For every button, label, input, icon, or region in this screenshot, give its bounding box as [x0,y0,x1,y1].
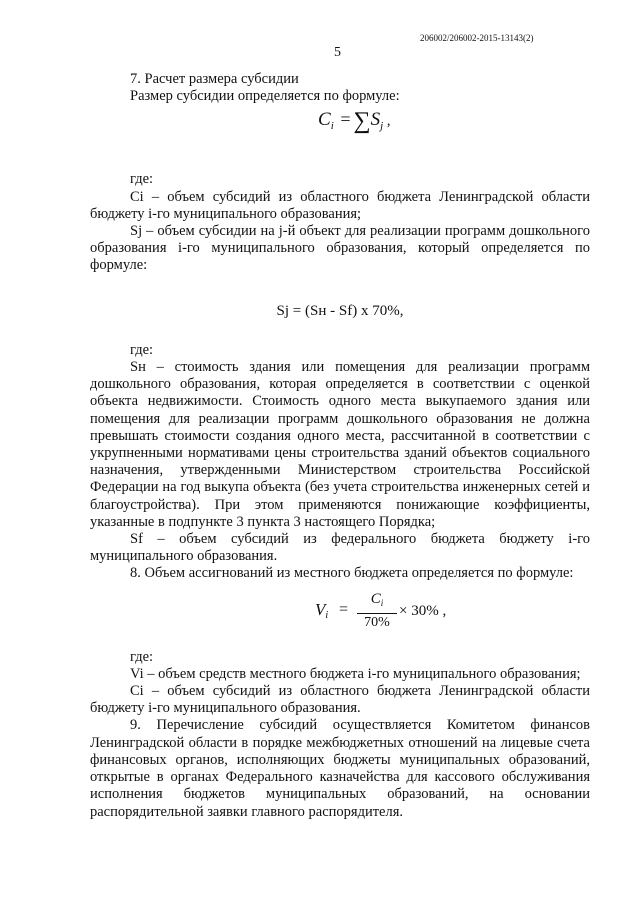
where-label: где: [130,171,154,188]
formula1-lhs: C [318,109,331,131]
formula3-lhs: Vi [315,599,329,621]
fraction-numerator: $C_i$ [357,591,397,614]
section-8-intro: 8. Объем ассигнований из местного бюджета определяется по формуле: [130,565,574,582]
ci-definition: Ci – объем субсидий из областного бюджета Ленинградской области бюджету i-го муниципального образования; [90,188,590,222]
formula-subsidy-sum [318,108,590,151]
formula-sj: Sj = (Sн - Sf) x 70%, [276,302,404,319]
document-id: 206002/206002-2015-13143(2) [420,33,534,43]
section-7-intro: Размер субсидии определяется по формуле: [130,88,400,105]
sn-definition: Sн – стоимость здания или помещения для реализации программ дошкольного образования, которая определяется в соответствии с оценкой объекта недвижимости. Стоимость одного места выкупаемого здания или помещения для реализации программ дошкольного образования не должна превышать стоимости создания одного места, рассчитанной в соответствии с укрупненными нормативами цены строительства зданий объектов социального назначения, утвержденными Министерством строительства Российской Федерации на год выкупа объекта (без учета строительства инженерных сетей и благоустройства). При этом применяются понижающие коэффициенты, указанные в подпункте 3 пункта 3 настоящего Порядка; [90,359,590,530]
where-label: где: [130,341,154,358]
fraction [357,591,397,631]
formula3-tail: × 30% , [399,602,447,619]
formula1-rhs-sub: j [380,120,384,133]
sf-definition: Sf – объем субсидий из федерального бюджета бюджету i-го муниципального образования. [90,531,590,565]
section-9-text: 9. Перечисление субсидий осуществляется Комитетом финансов Ленинградской области в порядке межбюджетных отношений на лицевые счета финансовых органов, исполняющих бюджеты муниципальных образований, открытые в органах Федерального казначейства для кассового обслуживания исполнения бюджетов муниципальных образований, на основании распорядительной заявки главного распорядителя. [90,717,590,820]
sj-definition: Sj – объем субсидии на j-й объект для реализации программ дошкольного образования i-го муниципального образования, который определяется по формуле: [90,223,590,274]
fraction-denominator: 70% [364,614,390,630]
sum-symbol: ∑ [353,108,371,135]
page-number: 5 [334,45,341,60]
where-label: где: [130,648,154,665]
formula1-tail: , [383,113,391,130]
formula1-lhs-sub: i [330,120,334,133]
formula1-eq: = [340,109,351,130]
formula-vi [315,591,590,633]
vi-definition: Vi – объем средств местного бюджета i-го муниципального образования; [130,665,581,682]
section-7-heading: 7. Расчет размера субсидии [130,71,299,87]
formula3-eq: = [339,600,349,618]
document-body [90,71,590,821]
formula1-rhs: S [370,109,381,131]
ci-definition-2: Ci – объем субсидий из областного бюджета Ленинградской области бюджету i-го муниципального образования. [90,683,590,717]
